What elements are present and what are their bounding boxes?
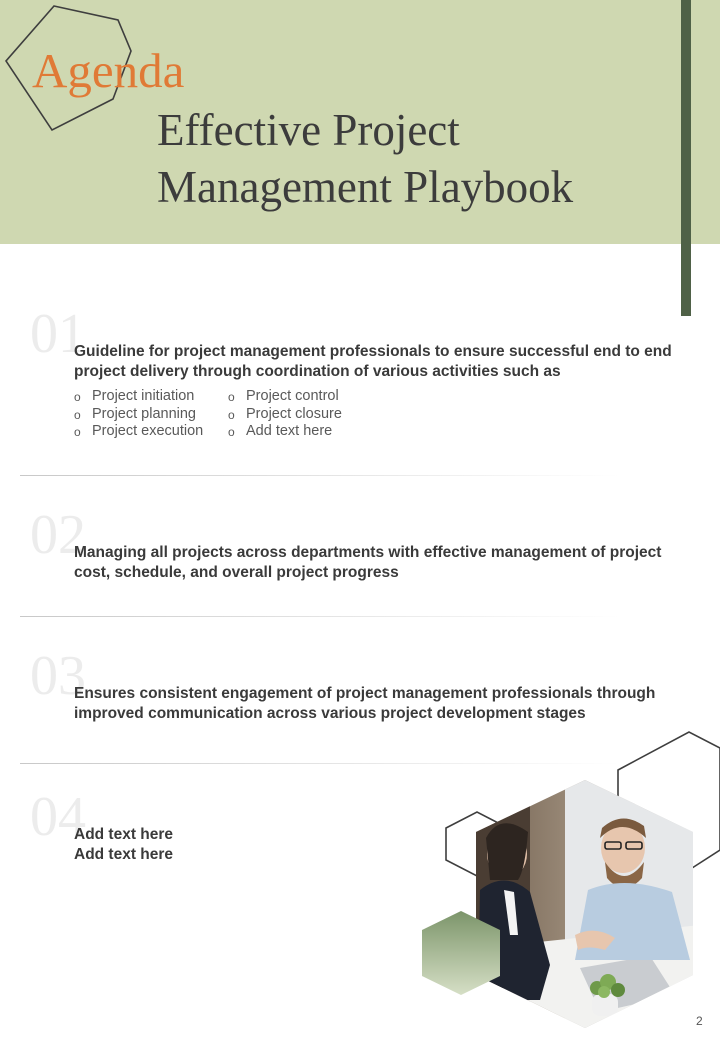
list-item: o Project planning xyxy=(74,406,203,424)
title-line-2: Management Playbook xyxy=(157,162,574,212)
section-text-04-line-1: Add text here xyxy=(74,826,174,843)
page-title xyxy=(157,102,677,216)
section-number-01: 01 xyxy=(30,303,86,365)
page-number: 2 xyxy=(696,1014,703,1028)
section-text-03 xyxy=(74,684,699,723)
list-item: o Add text here xyxy=(228,423,342,441)
section-text-04-line-2: Add text here xyxy=(74,845,174,863)
list-item: o Project closure xyxy=(228,406,342,424)
agenda-label: Agenda xyxy=(32,43,185,98)
list-item: o Project initiation xyxy=(74,388,203,406)
section-number-02: 02 xyxy=(30,504,86,566)
section-text-03-line-1: Ensures consistent engagement of project management professionals through xyxy=(74,685,656,702)
section-number-04: 04 xyxy=(30,786,86,848)
accent-vertical-bar xyxy=(681,0,691,316)
bullet-list-left xyxy=(74,388,203,441)
section-text-01 xyxy=(74,342,699,381)
section-text-02-line-2: cost, schedule, and overall project progress xyxy=(74,563,399,581)
bullet-list-right xyxy=(228,388,342,441)
section-text-03-line-2: improved communication across various project development stages xyxy=(74,704,586,722)
section-number-03: 03 xyxy=(30,645,86,707)
section-text-02-line-1: Managing all projects across departments with effective management of project xyxy=(74,544,662,561)
title-line-1: Effective Project xyxy=(157,105,460,155)
list-item: o Project control xyxy=(228,388,342,406)
section-text-01-line-1: Guideline for project management professionals to ensure successful end to end xyxy=(74,343,672,360)
hexagon-photo-graphic xyxy=(400,720,720,1040)
section-text-02 xyxy=(74,543,699,582)
list-item: o Project execution xyxy=(74,423,203,441)
section-text-01-line-2: project delivery through coordination of various activities such as xyxy=(74,362,561,380)
section-divider xyxy=(20,475,620,476)
section-divider xyxy=(20,616,620,617)
business-meeting-photo xyxy=(460,770,710,1040)
